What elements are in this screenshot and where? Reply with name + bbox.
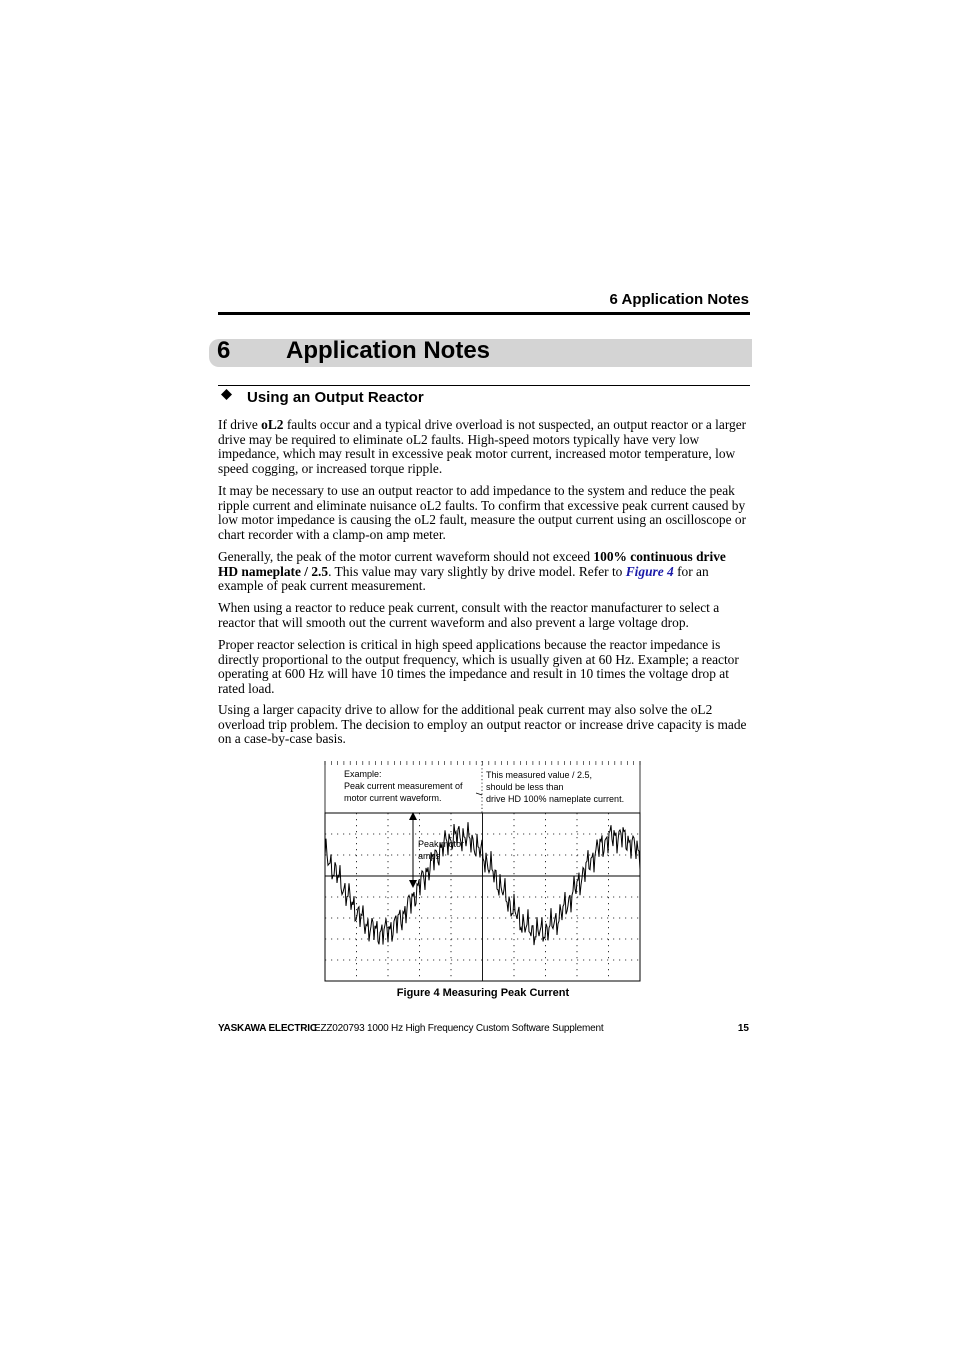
footer-page-number: 15 (737, 1023, 749, 1034)
paragraph-output-reactor: It may be necessary to use an output reactor to add impedance to the system and reduce the peak ripple current and eliminate nuisance oL2 faults. To confirm that excessive peak current caused by low motor impedance is causing the oL2 fault, measure the output current using an oscilloscope or chart recorder with a clamp-on amp meter. (218, 483, 747, 542)
running-header: 6 Application Notes (609, 291, 749, 308)
paragraph-larger-drive: Using a larger capacity drive to allow for the additional peak current may also solve the oL2 overload trip problem. The decision to employ an output reactor or increase drive capacity is made on a case-by-case basis. (218, 702, 747, 747)
paragraph-reactor-selection: Proper reactor selection is critical in high speed applications because the reactor impedance is directly proportional to the output frequency, which is usually given at 60 Hz. Example; a reactor operating at 600 Hz will have 10 times the impedance and result in 10 times the voltage drop at rated load. (218, 637, 739, 696)
callout-left-line-3: motor current waveform. (344, 793, 442, 803)
callout-right-line-3: drive HD 100% nameplate current. (486, 794, 625, 804)
bold-term-ol2: oL2 (261, 417, 284, 432)
figure-caption: Figure 4 Measuring Peak Current (396, 987, 570, 999)
paragraph-peak-current (218, 550, 748, 594)
paragraph-reactor-manufacturer: When using a reactor to reduce peak current, consult with the reactor manufacturer to select a reactor that will smooth out the current waveform and also prevent a large voltage drop. (218, 600, 720, 630)
figure-4-oscilloscope (318, 757, 648, 985)
callout-right-line-1: This measured value / 2.5, (486, 770, 593, 780)
section-title: Application Notes (286, 337, 491, 364)
peak-label-line-2: amps (418, 851, 441, 861)
footer-document-title: EZZ020793 1000 Hz High Frequency Custom Software Supplement (314, 1023, 604, 1034)
text-run: If drive (218, 417, 262, 432)
peak-label-line-1: Peak motor (418, 839, 465, 849)
callout-left-line-1: Example: (344, 769, 382, 779)
bold-term-nameplate: 100% continuous drive HD nameplate / 2.5 (218, 549, 726, 579)
figure-4-link[interactable]: Figure 4 (625, 563, 674, 579)
text-run: . This value may vary slightly by drive model. Refer to (328, 563, 626, 579)
footer-brand: YASKAWA ELECTRIC (218, 1023, 317, 1034)
header-rule (218, 312, 750, 315)
subsection-rule (218, 385, 750, 386)
callout-pointer (476, 793, 482, 795)
text-run: Generally, the peak of the motor current waveform should not exceed (218, 549, 594, 564)
callout-right-line-2: should be less than (486, 782, 564, 792)
callout-left-line-2: Peak current measurement of (344, 781, 463, 791)
subsection-title: Using an Output Reactor (247, 389, 424, 406)
text-run: for an example of peak current measurement. (218, 563, 709, 594)
section-number: 6 (217, 337, 231, 364)
diamond-bullet-icon (221, 389, 232, 400)
peak-arrow-down-icon (409, 880, 417, 888)
text-run: faults occur and a typical drive overload is not suspected, an output reactor or a larger drive may be required to eliminate oL2 faults. High-speed motors typically have very low impedance, which may result in excessive peak motor current, increased motor temperature, low speed cogging, or increased torque ripple. (218, 417, 747, 476)
paragraph-ol2-faults (218, 418, 748, 476)
